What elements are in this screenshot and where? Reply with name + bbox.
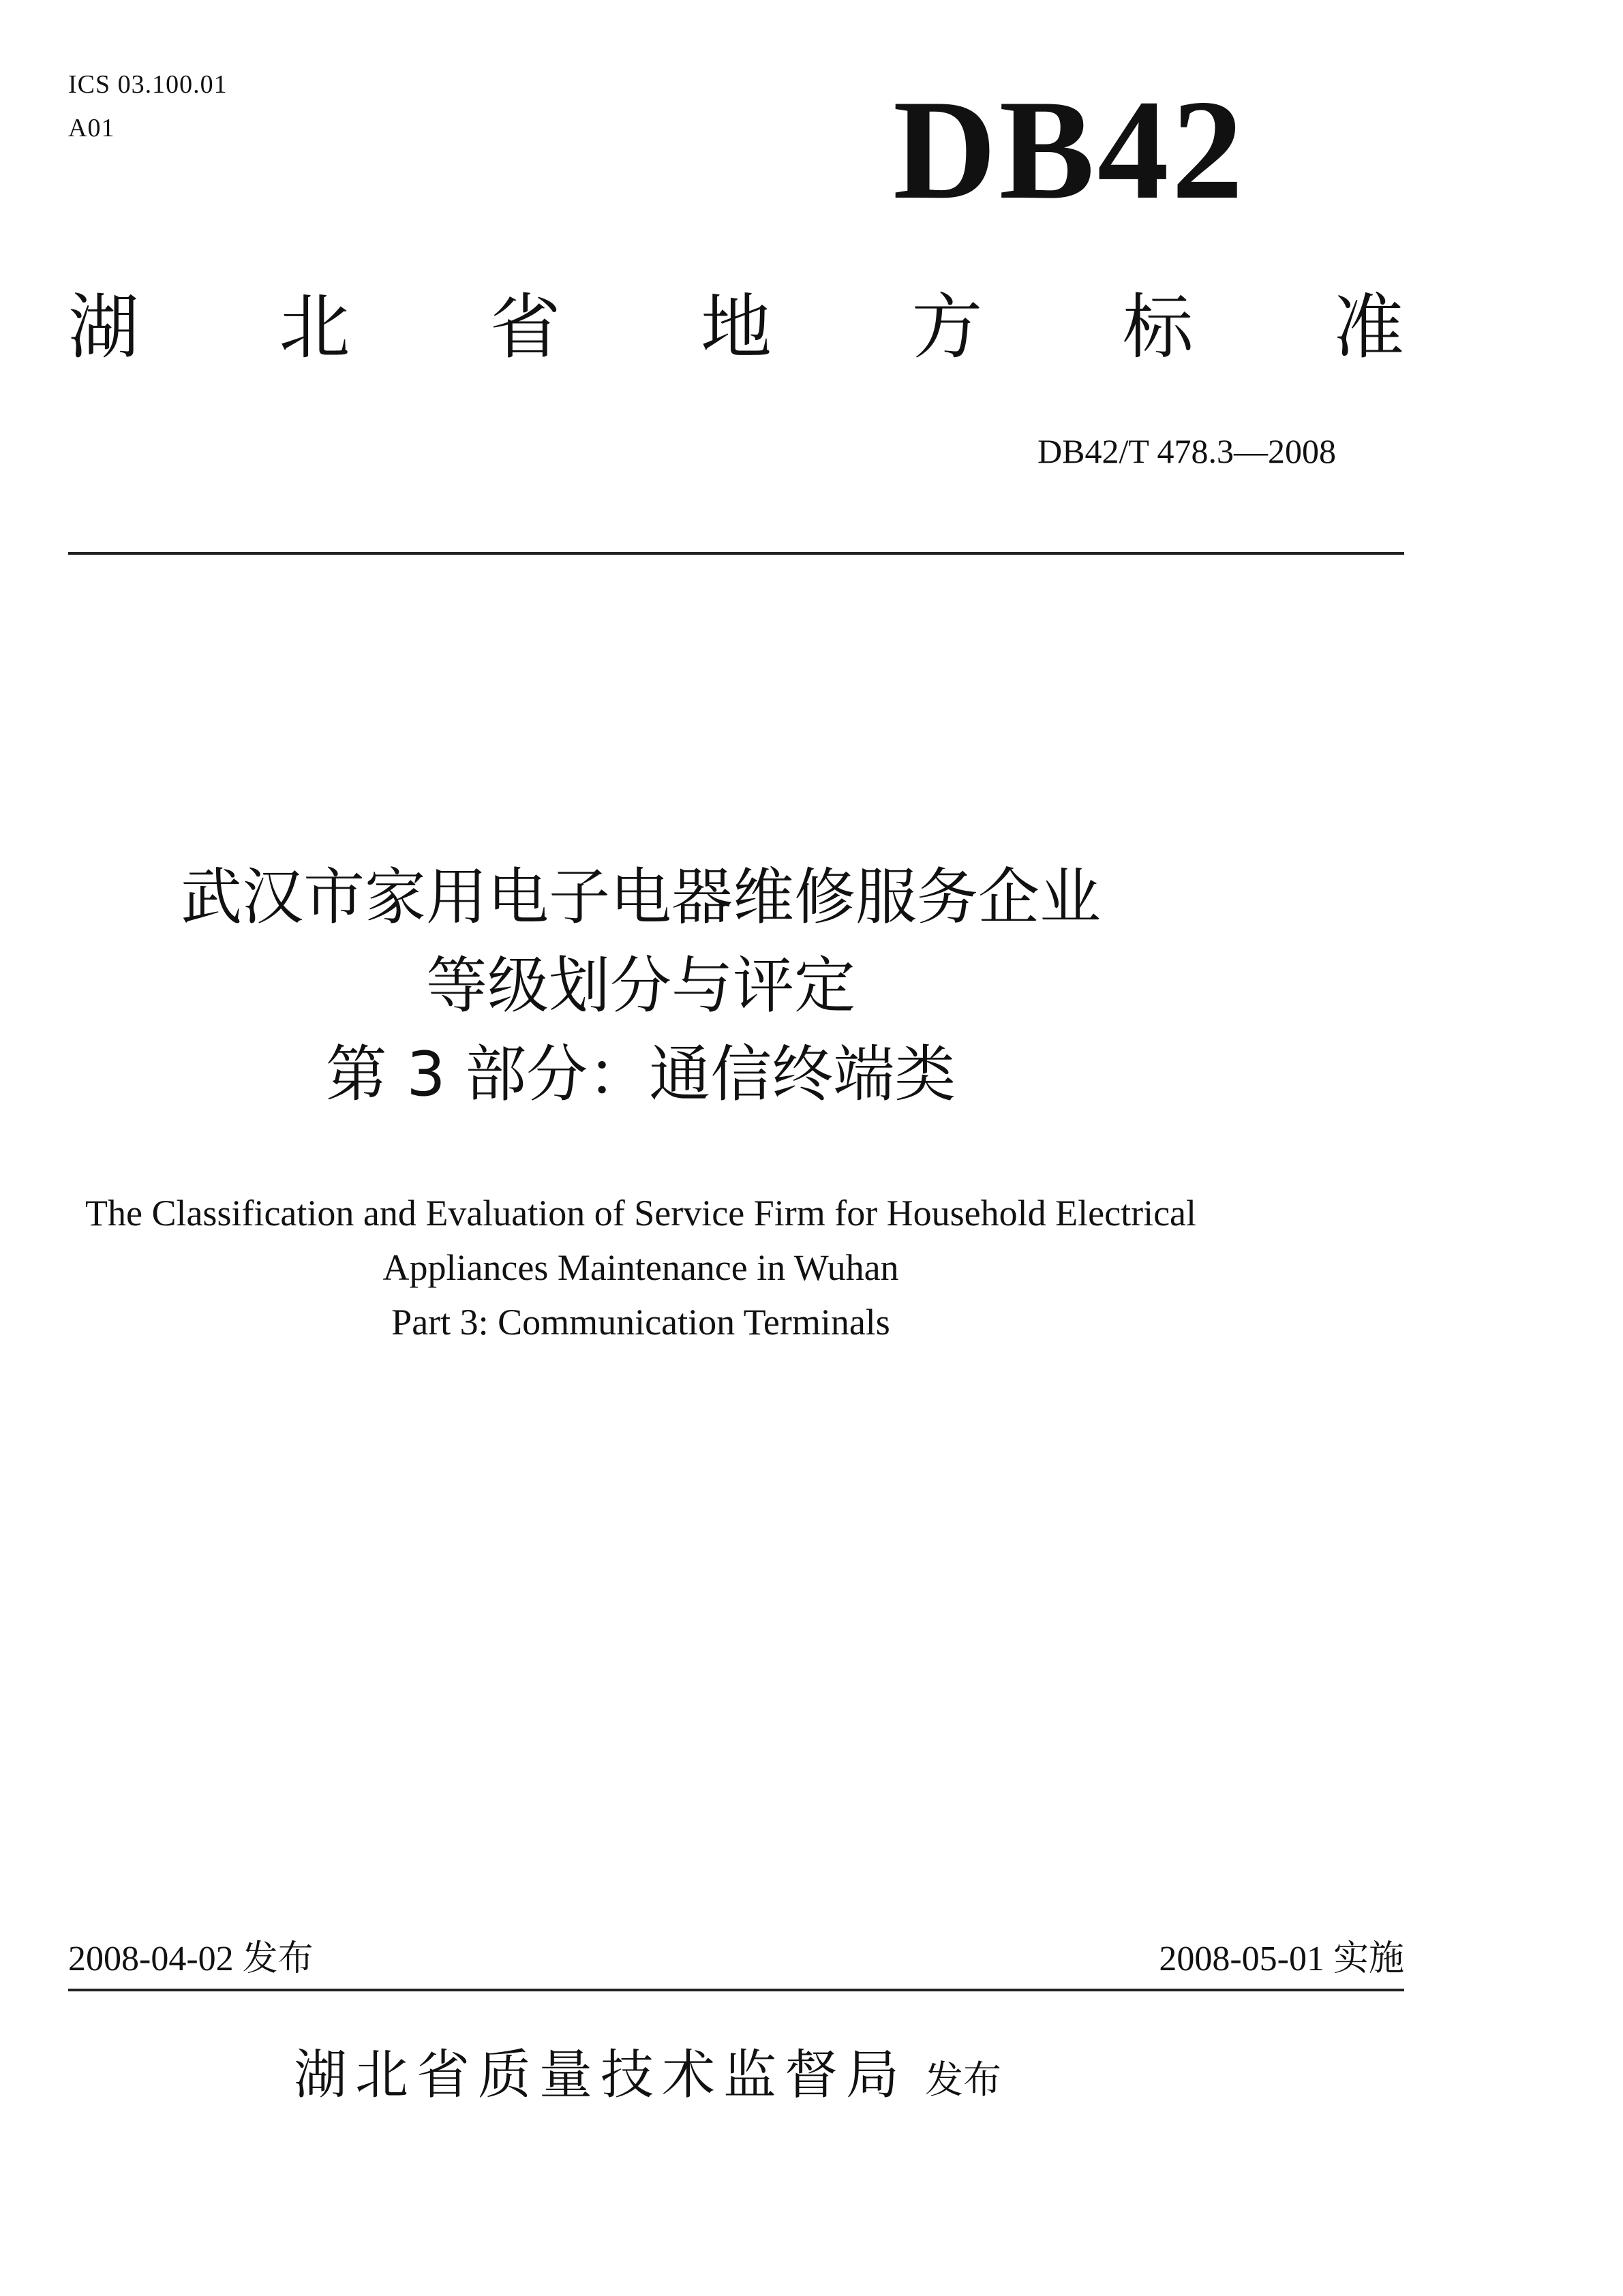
publish-date: 2008-04-02 发布 bbox=[68, 1940, 314, 1978]
bottom-divider bbox=[68, 1989, 1404, 1991]
top-divider bbox=[68, 552, 1404, 555]
implement-date: 2008-05-01 实施 bbox=[1159, 1940, 1404, 1978]
date-row bbox=[68, 1935, 1404, 1983]
standard-number: DB42/T 478.3—2008 bbox=[1037, 432, 1336, 470]
issuer bbox=[68, 2038, 1404, 2118]
title-en-line-1: The Classification and Evaluation of Service Firm for Household Electrical bbox=[85, 1193, 1197, 1234]
title-chinese bbox=[68, 853, 1404, 1119]
issuer-name: 湖北省质量技术监督局 bbox=[293, 2045, 907, 2106]
header-char: 准 bbox=[1333, 286, 1404, 369]
title-en-line-2: Appliances Maintenance in Wuhan bbox=[382, 1247, 899, 1288]
header-char: 北 bbox=[279, 286, 350, 369]
issuer-suffix: 发布 bbox=[925, 2058, 1001, 2102]
header-char: 方 bbox=[911, 286, 983, 369]
ics-code: ICS 03.100.01 bbox=[68, 70, 228, 99]
classification-codes bbox=[68, 63, 228, 150]
header-char: 标 bbox=[1122, 286, 1194, 369]
ccs-code: A01 bbox=[68, 114, 115, 142]
title-cn-line-1: 武汉市家用电子电器维修服务企业 bbox=[181, 861, 1101, 933]
title-english bbox=[68, 1186, 1404, 1349]
header-char: 地 bbox=[700, 286, 772, 369]
title-cn-line-3: 第 3 部分：通信终端类 bbox=[325, 1039, 956, 1110]
standard-type-header bbox=[68, 286, 1404, 368]
title-en-line-3: Part 3: Communication Terminals bbox=[391, 1302, 890, 1343]
header-char: 湖 bbox=[68, 286, 140, 369]
header-char: 省 bbox=[489, 286, 561, 369]
title-cn-line-2: 等级划分与评定 bbox=[426, 950, 855, 1022]
standard-mark: DB42 bbox=[893, 71, 1246, 229]
